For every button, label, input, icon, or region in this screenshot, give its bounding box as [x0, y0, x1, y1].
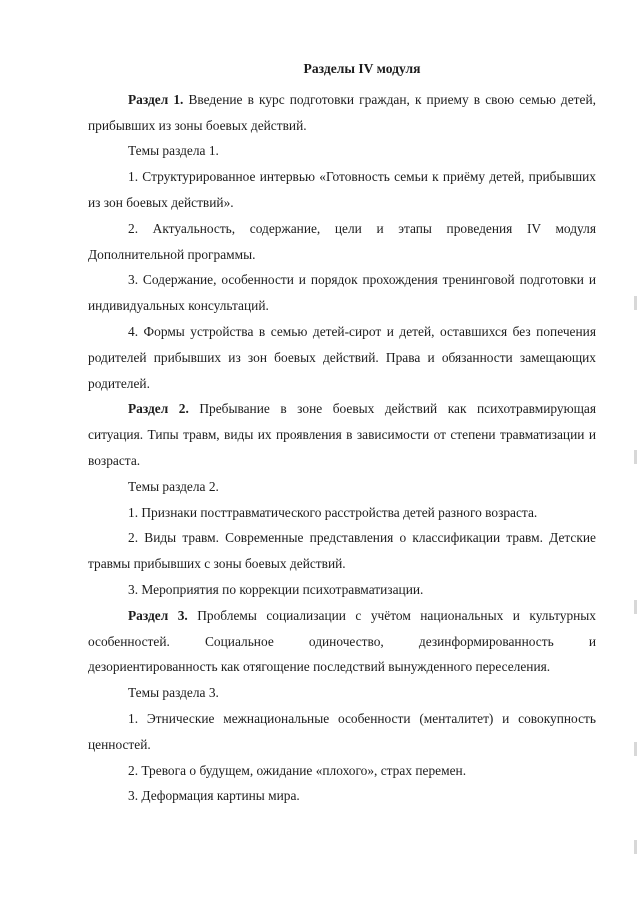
scan-mark [634, 600, 637, 614]
section-label: Раздел 1. [128, 91, 184, 107]
scan-mark [634, 296, 637, 310]
scan-mark [634, 742, 637, 756]
section-2-heading [88, 396, 596, 473]
section-3-heading [88, 603, 596, 680]
scan-edge-marks [634, 0, 638, 905]
topics-heading: Темы раздела 1. [128, 143, 219, 159]
topic-item: 4. Формы устройства в семью детей-сирот и детей, оставшихся без попечения родителей прибывших из зон боевых действий. Права и обязанности замещающих родителей. [88, 323, 596, 391]
section-label: Раздел 2. [128, 401, 189, 417]
topic-item: 1. Этнические межнациональные особенности (менталитет) и совокупность ценностей. [88, 710, 596, 752]
topic-item: 3. Содержание, особенности и порядок прохождения тренинговой подготовки и индивидуальных консультаций. [88, 272, 596, 314]
topic-item: 3. Мероприятия по коррекции психотравматизации. [128, 581, 424, 597]
scan-mark [634, 450, 637, 464]
topic-item: 2. Актуальность, содержание, цели и этапы проведения IV модуля Дополнительной программы. [88, 220, 596, 262]
document-title: Разделы IV модуля [303, 61, 421, 76]
topic-item: 1. Признаки посттравматического расстройства детей разного возраста. [128, 504, 538, 520]
topic-item: 3. Деформация картины мира. [128, 788, 300, 804]
section-text: Пребывание в зоне боевых действий как психотравмирующая ситуация. Типы травм, виды их проявления в зависимости от степени травматизации и возраста. [88, 401, 596, 468]
section-text: Проблемы социализации с учётом национальных и культурных особенностей. Социальное одиночество, дезинформированность и дезориентированность как отягощение последствий вынужденного переселения. [88, 607, 597, 675]
document-body [88, 56, 596, 809]
topic-item: 1. Структурированное интервью «Готовность семьи к приёму детей, прибывших из зон боевых действий». [88, 169, 596, 210]
topic-item: 2. Тревога о будущем, ожидание «плохого», страх перемен. [128, 762, 467, 778]
section-1-heading [88, 87, 596, 139]
topics-heading: Темы раздела 3. [128, 685, 219, 701]
section-text: Введение в курс подготовки граждан, к приему в свою семью детей, прибывших из зоны боевых действий. [88, 91, 596, 133]
section-label: Раздел 3. [128, 607, 188, 623]
scan-mark [634, 840, 637, 854]
topics-heading: Темы раздела 2. [128, 478, 219, 494]
topic-item: 2. Виды травм. Современные представления о классификации травм. Детские травмы прибывших с зоны боевых действий. [88, 530, 596, 572]
